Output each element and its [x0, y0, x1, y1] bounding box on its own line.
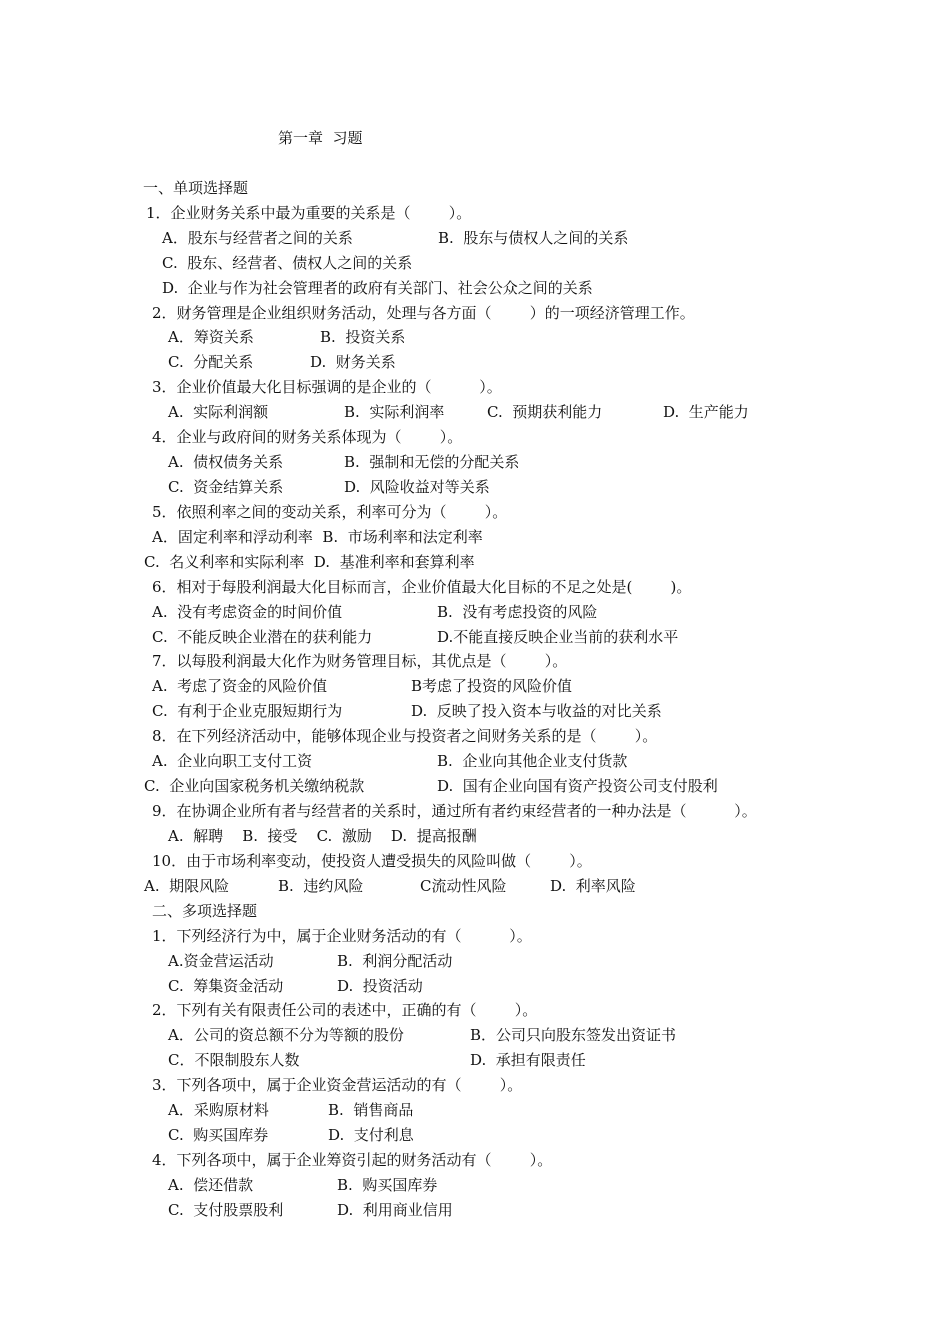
q1-option-a: A．股东与经营者之间的关系	[162, 229, 353, 247]
mq4-option-d: D. 利用商业信用	[337, 1201, 453, 1219]
q1-option-d: D. 企业与作为社会管理者的政府有关部门、社会公众之间的关系	[162, 279, 593, 297]
q2-option-c: C. 分配关系	[168, 353, 254, 371]
q9-stem: 9．在协调企业所有者与经营者的关系时，通过所有者约束经营者的一种办法是（ ）。	[152, 802, 757, 820]
section2-heading: 二、多项选择题	[152, 902, 258, 920]
q6-stem: 6．相对于每股利润最大化目标而言，企业价值最大化目标的不足之处是( )。	[152, 578, 692, 596]
mq1-stem: 1．下列经济行为中，属于企业财务活动的有（ ）。	[152, 927, 532, 945]
mq3-stem: 3．下列各项中，属于企业资金营运活动的有（ ）。	[152, 1076, 523, 1094]
mq3-option-d: D. 支付利息	[328, 1126, 414, 1144]
mq1-option-c: C. 筹集资金活动	[168, 977, 284, 995]
mq1-option-d: D. 投资活动	[337, 977, 423, 995]
q4-option-b: B. 强制和无偿的分配关系	[344, 453, 520, 471]
q6-option-c: C. 不能反映企业潜在的获利能力	[152, 628, 373, 646]
section1-heading: 一、单项选择题	[143, 179, 249, 197]
q7-option-b: B考虑了投资的风险价值	[411, 677, 573, 695]
q3-stem: 3．企业价值最大化目标强调的是企业的（ ）。	[152, 378, 502, 396]
q1-stem: 1．企业财务关系中最为重要的关系是（ ）。	[146, 204, 472, 222]
q7-stem: 7．以每股利润最大化作为财务管理目标，其优点是（ ）。	[152, 652, 568, 670]
q5-options-ab: A．固定利率和浮动利率 B. 市场利率和法定利率	[152, 528, 483, 546]
q7-option-c: C. 有利于企业克服短期行为	[152, 702, 343, 720]
page-title: 第一章 习题	[278, 129, 363, 147]
q1-option-b: B. 股东与债权人之间的关系	[438, 229, 629, 247]
q10-stem: 10．由于市场利率变动，使投资人遭受损失的风险叫做（ ）。	[152, 852, 592, 870]
q8-option-b: B. 企业向其他企业支付货款	[437, 752, 628, 770]
q6-option-d: D.不能直接反映企业当前的获利水平	[437, 628, 679, 646]
q3-option-a: A. 实际利润额	[168, 403, 269, 421]
q10-option-a: A. 期限风险	[144, 877, 230, 895]
q3-option-d: D. 生产能力	[663, 403, 749, 421]
q10-option-b: B. 违约风险	[278, 877, 364, 895]
mq3-option-b: B. 销售商品	[328, 1101, 414, 1119]
q5-options-cd: C. 名义利率和实际利率 D. 基准利率和套算利率	[144, 553, 475, 571]
mq4-option-c: C. 支付股票股利	[168, 1201, 284, 1219]
mq4-stem: 4．下列各项中，属于企业筹资引起的财务活动有（ ）。	[152, 1151, 553, 1169]
q8-stem: 8．在下列经济活动中，能够体现企业与投资者之间财务关系的是（ ）。	[152, 727, 658, 745]
q4-stem: 4．企业与政府间的财务关系体现为（ ）。	[152, 428, 463, 446]
q8-option-d: D. 国有企业向国有资产投资公司支付股利	[437, 777, 718, 795]
q6-option-b: B. 没有考虑投资的风险	[437, 603, 598, 621]
q8-option-c: C. 企业向国家税务机关缴纳税款	[144, 777, 365, 795]
q10-option-c: C流动性风险	[420, 877, 507, 895]
mq2-option-a: A．公司的资总额不分为等额的股份	[168, 1026, 404, 1044]
mq1-option-a: A.资金营运活动	[168, 952, 274, 970]
q1-option-c: C. 股东、经营者、债权人之间的关系	[162, 254, 413, 272]
q3-option-c: C. 预期获利能力	[487, 403, 603, 421]
mq3-option-a: A．采购原材料	[168, 1101, 269, 1119]
mq4-option-b: B. 购买国库券	[337, 1176, 438, 1194]
q2-stem: 2．财务管理是企业组织财务活动，处理与各方面（ ）的一项经济管理工作。	[152, 304, 695, 322]
mq3-option-c: C. 购买国库券	[168, 1126, 269, 1144]
q7-option-d: D. 反映了投入资本与收益的对比关系	[411, 702, 662, 720]
q4-option-a: A. 债权债务关系	[168, 453, 284, 471]
q9-options: A. 解聘 B. 接受 C. 激励 D. 提高报酬	[168, 827, 477, 845]
q8-option-a: A. 企业向职工支付工资	[152, 752, 313, 770]
q2-option-a: A．筹资关系	[168, 328, 254, 346]
q2-option-b: B. 投资关系	[320, 328, 406, 346]
q10-option-d: D. 利率风险	[550, 877, 636, 895]
q7-option-a: A. 考虑了资金的风险价值	[152, 677, 328, 695]
q4-option-d: D. 风险收益对等关系	[344, 478, 490, 496]
q6-option-a: A. 没有考虑资金的时间价值	[152, 603, 343, 621]
q4-option-c: C. 资金结算关系	[168, 478, 284, 496]
q3-option-b: B. 实际利润率	[344, 403, 445, 421]
mq2-stem: 2．下列有关有限责任公司的表述中，正确的有（ ）。	[152, 1001, 538, 1019]
q5-stem: 5．依照利率之间的变动关系，利率可分为（ ）。	[152, 503, 508, 521]
q2-option-d: D. 财务关系	[310, 353, 396, 371]
mq2-option-d: D. 承担有限责任	[470, 1051, 586, 1069]
mq1-option-b: B. 利润分配活动	[337, 952, 453, 970]
mq2-option-b: B．公司只向股东签发出资证书	[470, 1026, 677, 1044]
mq4-option-a: A. 偿还借款	[168, 1176, 254, 1194]
mq2-option-c: C．不限制股东人数	[168, 1051, 300, 1069]
